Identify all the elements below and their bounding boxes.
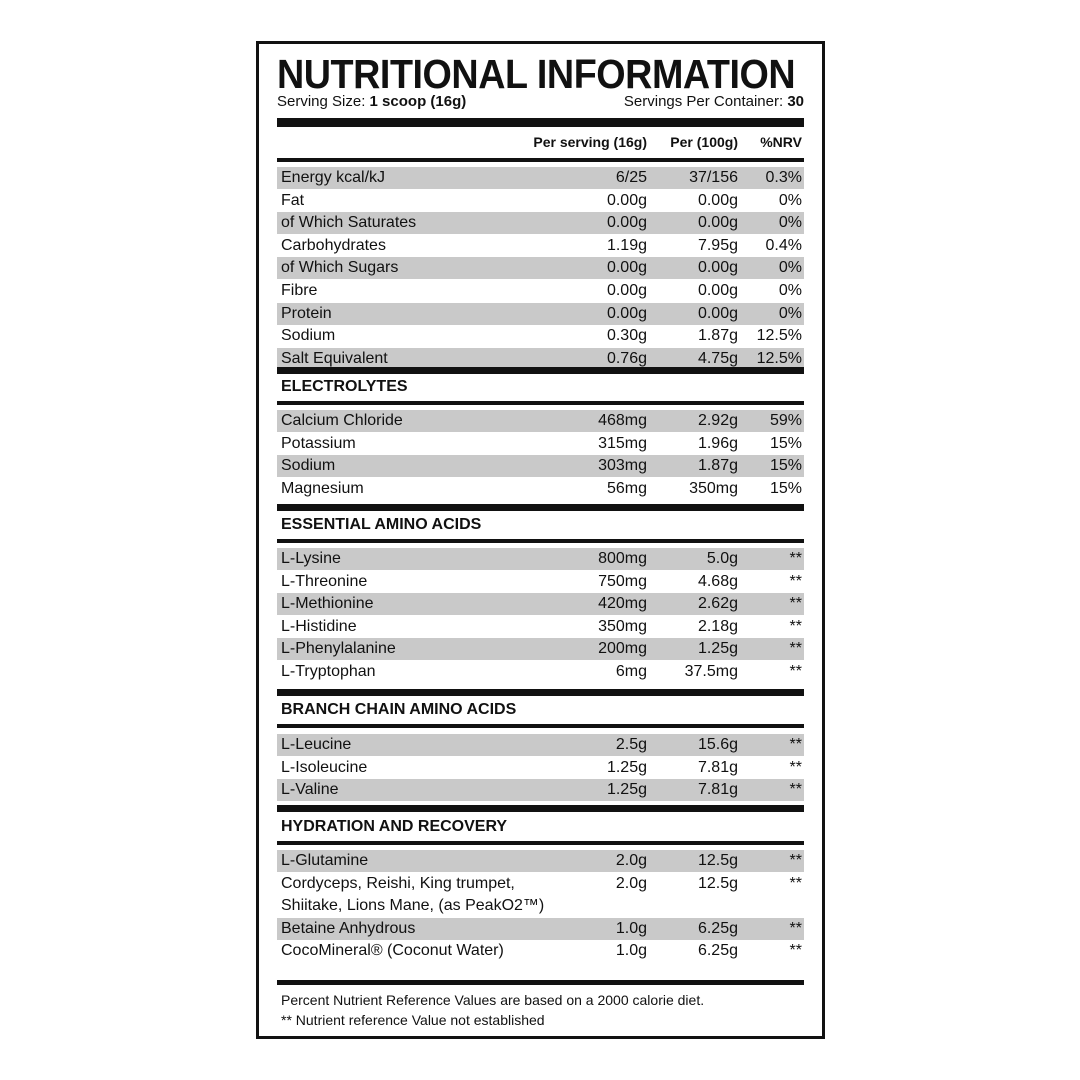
row-per-serving: 420mg [598, 595, 647, 613]
row-name-line-2: Shiitake, Lions Mane, (as PeakO2™) [281, 896, 545, 914]
row-name: Fat [281, 191, 305, 209]
row-nrv: ** [789, 758, 802, 776]
row-nrv: ** [789, 919, 802, 937]
row-nrv: 15% [769, 479, 802, 497]
row-per-serving: 0.30g [606, 327, 647, 345]
row-per-serving: 0.00g [606, 259, 647, 277]
divider-thick [277, 118, 804, 127]
table-row [277, 455, 804, 477]
row-per-serving: 0.00g [606, 282, 647, 299]
table-row [277, 303, 804, 325]
row-nrv: ** [789, 852, 802, 869]
table-row [277, 940, 804, 962]
row-per-serving: 0.00g [606, 191, 647, 209]
row-per-serving: 1.25g [606, 758, 647, 776]
row-per-100g: 0.00g [697, 304, 738, 322]
row-per-100g: 15.6g [697, 736, 738, 753]
row-per-serving: 350mg [598, 617, 647, 635]
row-nrv: ** [789, 617, 802, 635]
table-row [277, 478, 804, 500]
row-per-serving: 303mg [598, 457, 647, 475]
row-name: of Which Sugars [281, 259, 399, 277]
row-nrv: 15% [769, 434, 802, 452]
row-nrv: ** [789, 942, 802, 960]
row-name: L-Threonine [281, 572, 368, 590]
row-per-100g: 0.00g [697, 214, 738, 232]
table-row [277, 779, 804, 801]
divider [277, 158, 804, 162]
row-nrv: 0% [778, 304, 802, 322]
row-per-serving: 200mg [598, 640, 647, 658]
row-per-serving: 750mg [598, 572, 647, 590]
row-nrv: ** [789, 663, 802, 680]
row-per-100g: 7.81g [697, 758, 738, 776]
serving-size-value: 1 scoop (16g) [369, 93, 467, 110]
table-row [277, 571, 804, 593]
row-nrv: 0% [778, 214, 802, 232]
section-title-electrolytes: ELECTROLYTES [281, 378, 408, 395]
table-row [277, 212, 804, 234]
row-per-100g: 12.5g [697, 874, 738, 892]
serving-size-label: Serving Size: [277, 93, 366, 110]
row-name: Energy kcal/kJ [281, 169, 386, 186]
row-per-serving: 1.25g [606, 781, 647, 799]
servings-per-container-label: Servings Per Container: [623, 93, 784, 110]
table-row [277, 661, 804, 683]
row-nrv: ** [789, 781, 802, 799]
row-name: Sodium [281, 327, 336, 345]
servings-per-container [624, 93, 804, 110]
divider-thick [277, 367, 804, 374]
footer-note [281, 990, 704, 1030]
table-row [277, 257, 804, 279]
table-row [277, 235, 804, 257]
divider-thick [277, 689, 804, 696]
row-per-serving: 2.5g [615, 736, 647, 753]
row-name: Calcium Chloride [281, 412, 403, 429]
row-per-serving: 1.0g [615, 919, 647, 937]
row-per-100g: 4.75g [697, 349, 738, 367]
nutrition-label [256, 41, 825, 1039]
serving-info [277, 93, 804, 113]
row-per-100g: 37.5mg [684, 663, 738, 680]
row-per-100g: 1.87g [697, 327, 738, 345]
row-name: L-Valine [281, 781, 339, 799]
row-per-100g: 0.00g [697, 259, 738, 277]
row-per-100g: 0.00g [697, 282, 738, 299]
table-row [277, 918, 804, 940]
row-per-100g: 6.25g [697, 942, 738, 960]
table-row [277, 734, 804, 756]
section-title-eaa: ESSENTIAL AMINO ACIDS [281, 516, 482, 533]
row-name: Salt Equivalent [281, 349, 388, 367]
row-per-100g: 5.0g [706, 550, 738, 567]
row-per-serving: 56mg [606, 479, 647, 497]
row-nrv: 12.5% [756, 327, 802, 345]
divider-thick [277, 504, 804, 511]
row-per-100g: 350mg [689, 479, 738, 497]
row-per-100g: 2.92g [697, 412, 738, 429]
row-name: Protein [281, 304, 332, 322]
table-row [277, 167, 804, 189]
row-nrv: 0% [778, 282, 802, 299]
row-per-serving: 468mg [598, 412, 647, 429]
row-per-serving: 2.0g [615, 874, 647, 892]
row-per-100g: 12.5g [697, 852, 738, 869]
divider [277, 841, 804, 845]
row-per-100g: 1.25g [697, 640, 738, 658]
table-row [277, 638, 804, 660]
row-nrv: 0.3% [765, 169, 802, 186]
divider-thick [277, 805, 804, 812]
row-name: L-Histidine [281, 617, 357, 635]
row-per-serving: 0.76g [606, 349, 647, 367]
row-name: L-Isoleucine [281, 758, 368, 776]
table-row [277, 616, 804, 638]
row-name: L-Phenylalanine [281, 640, 396, 658]
label-title: NUTRITIONAL INFORMATION [277, 51, 796, 97]
row-nrv: 15% [769, 457, 802, 475]
divider [277, 724, 804, 728]
row-per-serving: 6mg [615, 663, 647, 680]
row-nrv: ** [789, 640, 802, 658]
row-name: L-Lysine [281, 550, 341, 567]
header-nrv: %NRV [760, 134, 802, 150]
row-nrv: 59% [769, 412, 802, 429]
row-nrv: ** [789, 572, 802, 590]
row-name: Fibre [281, 282, 318, 299]
row-per-100g: 7.81g [697, 781, 738, 799]
row-name: Potassium [281, 434, 356, 452]
table-row [277, 548, 804, 570]
row-name: Magnesium [281, 479, 364, 497]
row-per-serving: 0.00g [606, 304, 647, 322]
divider [277, 401, 804, 405]
row-name: L-Tryptophan [281, 663, 376, 680]
table-row [277, 757, 804, 779]
row-name: Cordyceps, Reishi, King trumpet, [281, 874, 515, 892]
row-per-100g: 6.25g [697, 919, 738, 937]
row-name: Betaine Anhydrous [281, 919, 416, 937]
row-per-serving: 800mg [598, 550, 647, 567]
row-nrv: ** [789, 595, 802, 613]
row-per-serving: 6/25 [615, 169, 647, 186]
row-per-serving: 0.00g [606, 214, 647, 232]
section-title-bcaa: BRANCH CHAIN AMINO ACIDS [281, 701, 517, 718]
row-per-100g: 1.87g [697, 457, 738, 475]
divider-thick [277, 980, 804, 985]
row-per-serving: 1.19g [606, 236, 647, 254]
row-nrv: ** [789, 550, 802, 567]
row-per-serving: 2.0g [615, 852, 647, 869]
serving-size [277, 93, 466, 110]
table-row [277, 190, 804, 212]
table-row [277, 325, 804, 347]
header-per-100g: Per (100g) [670, 134, 738, 150]
table-row [277, 593, 804, 615]
row-per-100g: 2.62g [697, 595, 738, 613]
row-per-100g: 7.95g [697, 236, 738, 254]
row-nrv: ** [789, 736, 802, 753]
table-row [277, 433, 804, 455]
row-per-100g: 2.18g [697, 617, 738, 635]
row-per-serving: 315mg [598, 434, 647, 452]
row-name: L-Leucine [281, 736, 352, 753]
row-nrv: 0.4% [765, 236, 802, 254]
section-title-hydration: HYDRATION AND RECOVERY [281, 818, 508, 835]
table-row [277, 850, 804, 872]
row-name: Carbohydrates [281, 236, 386, 254]
row-per-100g: 4.68g [697, 572, 738, 590]
row-per-100g: 37/156 [689, 169, 738, 186]
table-row [277, 873, 804, 917]
row-name: L-Glutamine [281, 852, 369, 869]
row-per-serving: 1.0g [615, 942, 647, 960]
row-name: of Which Saturates [281, 214, 417, 232]
row-name: CocoMineral® (Coconut Water) [281, 942, 504, 960]
divider [277, 539, 804, 543]
servings-per-container-value: 30 [787, 93, 804, 110]
table-row [277, 280, 804, 302]
column-headers [277, 128, 804, 156]
row-per-100g: 1.96g [697, 434, 738, 452]
header-per-serving: Per serving (16g) [533, 134, 647, 150]
row-name: L-Methionine [281, 595, 374, 613]
row-nrv: 0% [778, 259, 802, 277]
row-nrv: 0% [778, 191, 802, 209]
row-nrv: 12.5% [756, 349, 802, 367]
row-per-100g: 0.00g [697, 191, 738, 209]
footer-line-1: Percent Nutrient Reference Values are based on a 2000 calorie diet. [281, 992, 705, 1008]
row-nrv: ** [789, 874, 802, 892]
footer-line-2: ** Nutrient reference Value not established [281, 1012, 545, 1028]
row-name: Sodium [281, 457, 336, 475]
table-row [277, 410, 804, 432]
